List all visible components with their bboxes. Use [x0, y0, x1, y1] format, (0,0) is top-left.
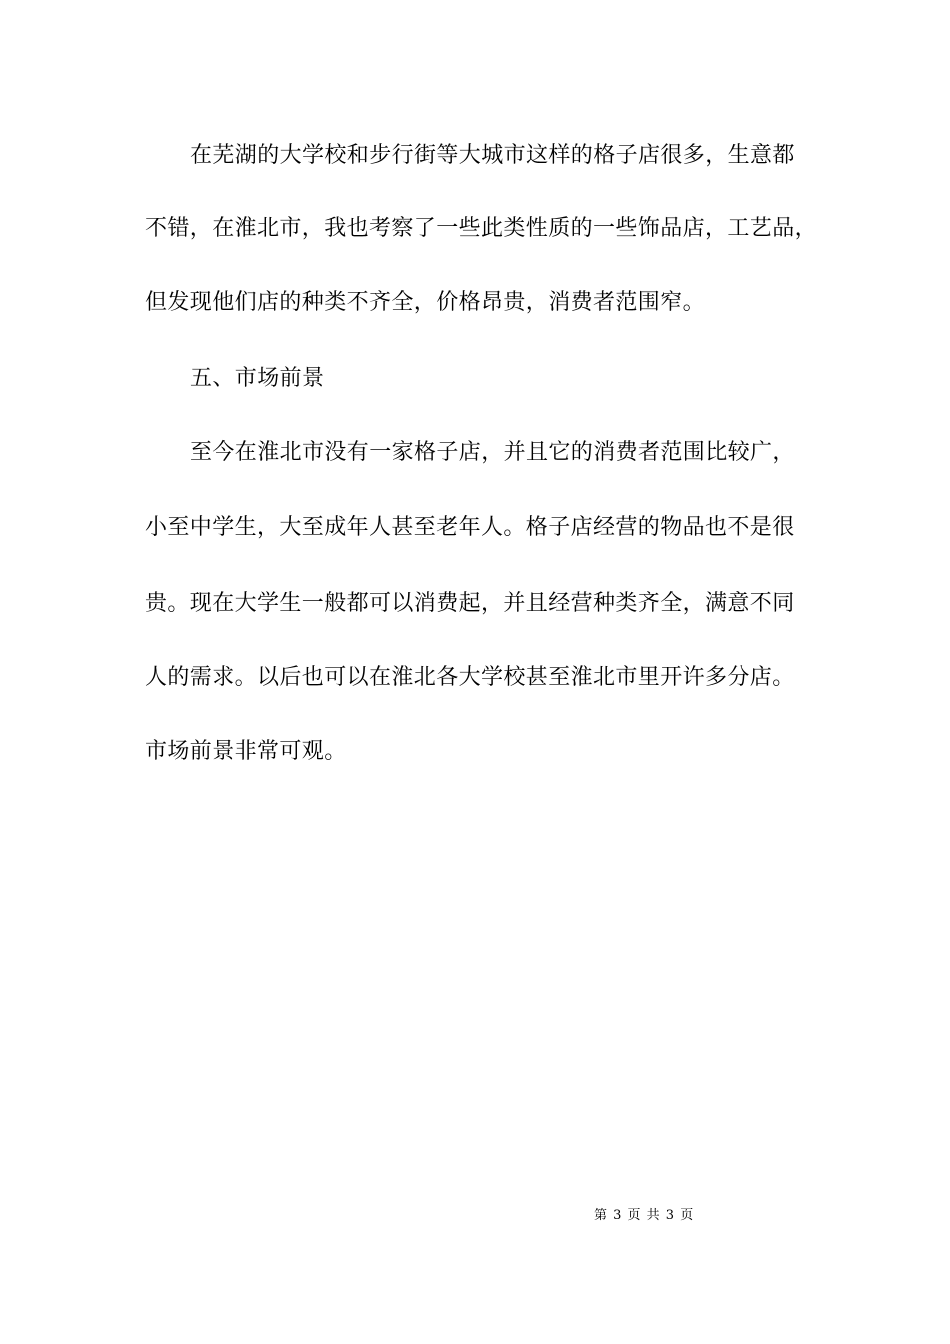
paragraph-1-line-3: 但发现他们店的种类不齐全，价格昂贵，消费者范围窄。 — [145, 290, 706, 315]
paragraph-1-line-1: 在芜湖的大学校和步行街等大城市这样的格子店很多，生意都 — [190, 143, 795, 168]
paragraph-2-line-3: 贵。现在大学生一般都可以消费起，并且经营种类齐全，满意不同 — [145, 591, 795, 616]
paragraph-2-line-2: 小至中学生，大至成年人甚至老年人。格子店经营的物品也不是很 — [145, 515, 795, 540]
page-number-footer: 第 3 页 共 3 页 — [594, 1208, 695, 1223]
paragraph-2-line-5: 市场前景非常可观。 — [145, 739, 347, 764]
section-heading: 五、市场前景 — [190, 366, 325, 391]
paragraph-1-line-2: 不错，在淮北市，我也考察了一些此类性质的一些饰品店，工艺品， — [145, 216, 818, 241]
paragraph-2-line-4: 人的需求。以后也可以在淮北各大学校甚至淮北市里开许多分店。 — [145, 665, 795, 690]
paragraph-2-line-1: 至今在淮北市没有一家格子店，并且它的消费者范围比较广， — [190, 440, 795, 465]
